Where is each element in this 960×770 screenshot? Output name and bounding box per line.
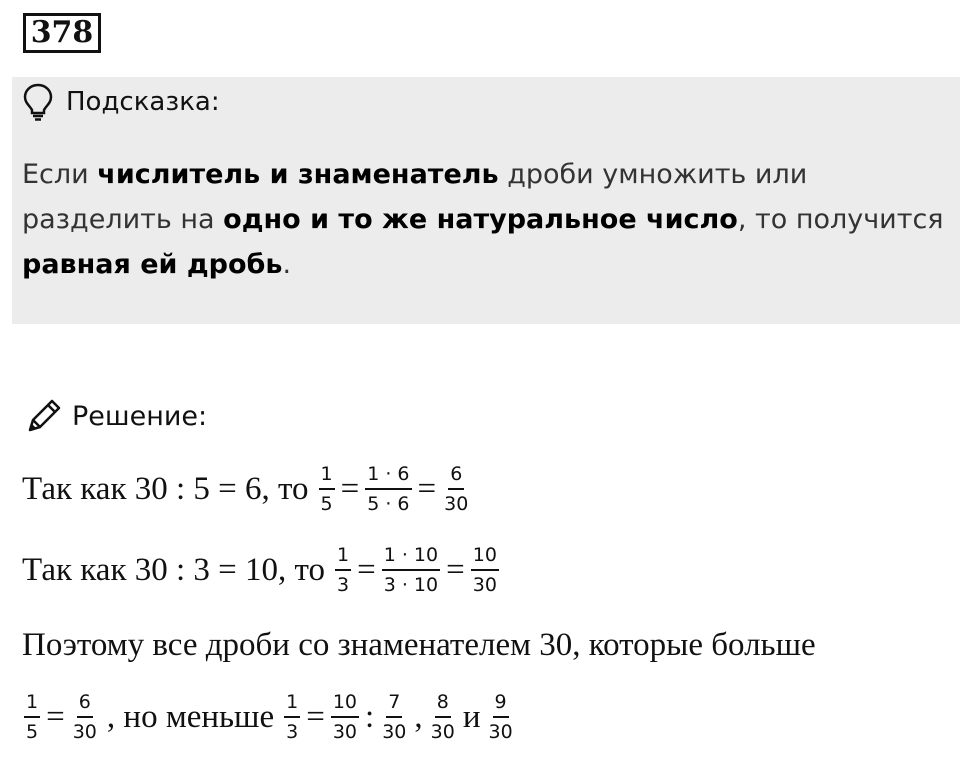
fraction: $\frac{8}{30}$ bbox=[430, 691, 455, 743]
fraction: $\frac{10}{30}$ bbox=[472, 544, 497, 596]
line-text: , но меньше bbox=[106, 698, 275, 735]
solution-line-4: $\frac{1}{5}$ = $\frac{6}{30}$ , но меньше $\frac{1}{3}$ = $\frac{10}{30}$ : $\frac{7}{30}$ , $\frac{8}{30}$ и $\frac{9}{30}$ bbox=[26, 691, 513, 743]
fraction: $\frac{9}{30}$ bbox=[488, 691, 513, 743]
line-text: Так как 30 : 3 = 10, то bbox=[22, 551, 325, 588]
lightbulb-icon bbox=[22, 82, 54, 122]
hint-header bbox=[22, 82, 220, 122]
fraction: $\frac{1}{5}$ bbox=[26, 691, 39, 743]
hint-title: Подсказка: bbox=[66, 87, 220, 117]
fraction: $\frac{1}{5}$ bbox=[320, 463, 333, 515]
solution-line-3 bbox=[22, 627, 816, 664]
fraction: $\frac{7}{30}$ bbox=[382, 691, 407, 743]
fraction: $\frac{1}{3}$ bbox=[286, 691, 299, 743]
fraction: $\frac{1 \cdot 10}{3 \cdot 10}$ bbox=[383, 544, 439, 596]
solution-header bbox=[24, 395, 207, 437]
solution-line-2: Так как 30 : 3 = 10, то $\frac{1}{3}$ = $\frac{1 \cdot 10}{3 \cdot 10}$ = $\frac{10}{30}$ bbox=[22, 544, 497, 596]
pencil-icon bbox=[24, 396, 64, 436]
problem-number-badge: 378 bbox=[23, 13, 101, 53]
line-text: Так как 30 : 5 = 6, то bbox=[22, 470, 309, 507]
line-text: Поэтому все дроби со знаменателем 30, которые больше bbox=[22, 627, 816, 663]
fraction: $\frac{6}{30}$ bbox=[444, 463, 469, 515]
solution-title: Решение: bbox=[72, 400, 208, 432]
fraction: $\frac{1}{3}$ bbox=[337, 544, 350, 596]
fraction: $\frac{1 \cdot 6}{5 \cdot 6}$ bbox=[367, 463, 410, 515]
fraction: $\frac{10}{30}$ bbox=[332, 691, 358, 743]
solution-line-1: Так как 30 : 5 = 6, то $\frac{1}{5}$ = $\frac{1 \cdot 6}{5 \cdot 6}$ = $\frac{6}{30}$ bbox=[22, 463, 469, 515]
hint-text: Если числитель и знаменатель дроби умножить или разделить на одно и то же натуральное число, то получится равная ей дробь. bbox=[22, 159, 944, 280]
fraction: $\frac{6}{30}$ bbox=[72, 691, 97, 743]
